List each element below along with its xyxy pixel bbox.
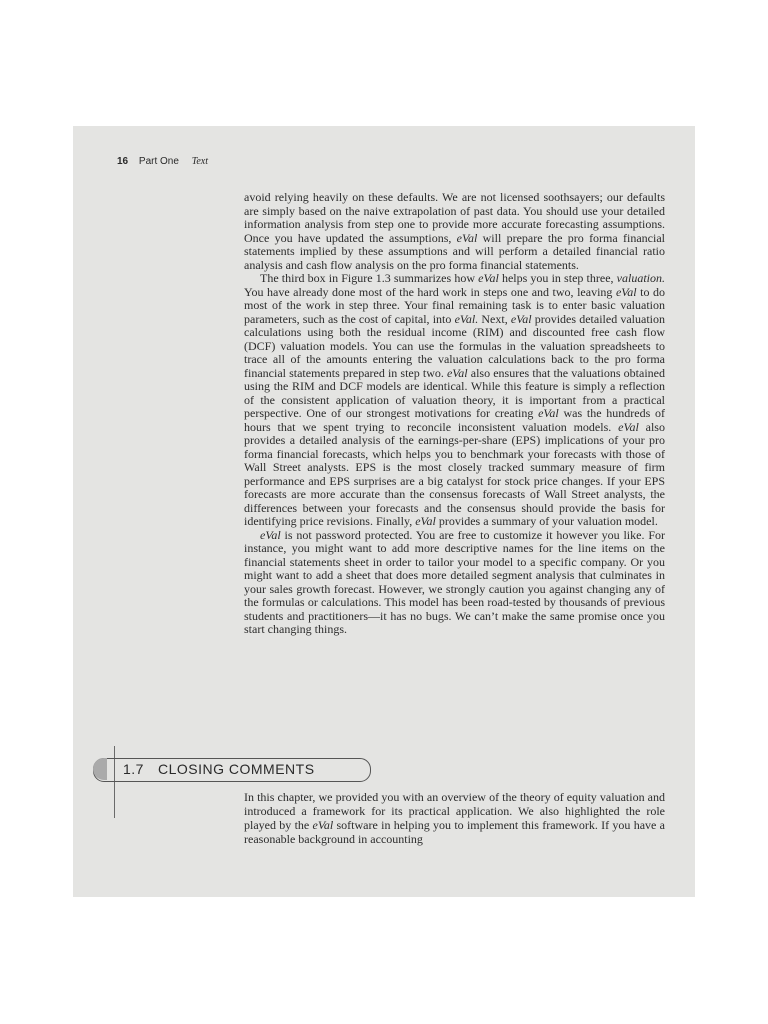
- section-number: 1.7: [123, 761, 144, 777]
- part-label: Part One: [138, 156, 179, 167]
- paragraph-1: avoid relying heavily on these defaults. We are not licensed soothsayers; our defaults are simply based on the naive extrapolation of past data. You should use your detailed information analysis from step one to provide more accurate forecasting assumptions. Once you have updated the assumptions, eVal will prepare the pro forma financial statements implied by these assumptions and will perform a detailed financial ratio analysis and cash flow analysis on the pro forma financial statements.: [244, 190, 665, 272]
- paragraph-3: eVal is not password protected. You are free to customize it however you like. For instance, you might want to add more descriptive names for the line items on the financial statements sheet in order to tailor your model to a specific company. Or you might want to add a sheet that does more detailed segment analysis that culminates in your sales growth forecast. However, we strongly caution you against changing any of the formulas or calculations. This model has been road-tested by thousands of previous students and practitioners—it has no bugs. We can’t make the same promise once you start changing things.: [244, 527, 665, 636]
- paragraph-2: The third box in Figure 1.3 summarizes how eVal helps you in step three, valuation. You have already done most of the hard work in steps one and two, leaving eVal to do most of the work in step three. Your final remaining task is to enter basic valuation parameters, such as the cost of capital, into eVal. Next, eVal provides detailed valuation calculations using both the residual income (RIM) and discounted free cash flow (DCF) valuation models. You can use the formulas in the valuation spreadsheets to trace all of the amounts entering the valuation calculations back to the pro forma financial statements prepared in step two. eVal also ensures that the valuations obtained using the RIM and DCF models are identical. While this feature is simply a reflection of the consistent application of valuation theory, it is important from a practical perspective. One of our strongest motivations for creating eVal was the hundreds of hours that we spent trying to reconcile inconsistent valuation models. eVal also provides a detailed analysis of the earnings-per-share (EPS) implications of your pro forma financial forecasts, which helps you to benchmark your forecasts with those of Wall Street analysts. EPS is the most closely tracked summary measure of firm performance and EPS surprises are a big catalyst for stock price changes. If your EPS forecasts are more accurate than the consensus forecasts of Wall Street analysts, the differences between your forecasts and the consensus should provide the basis for identifying price revisions. Finally, eVal provides a summary of your valuation model.: [244, 271, 666, 528]
- closing-text: [244, 790, 665, 846]
- closing-paragraph: In this chapter, we provided you with an overview of the theory of equity valuation and introduced a framework for its practical application. We also highlighted the role played by the eVal software in helping you to implement this framework. If you have a reasonable background in accounting: [244, 790, 665, 846]
- section-rule: [114, 746, 115, 818]
- section-label: Text: [191, 156, 209, 167]
- body-text: [244, 191, 665, 637]
- section-title: CLOSING COMMENTS: [157, 761, 315, 777]
- section-heading: [123, 761, 315, 777]
- page-number: 16: [117, 156, 129, 167]
- running-header: [117, 156, 208, 167]
